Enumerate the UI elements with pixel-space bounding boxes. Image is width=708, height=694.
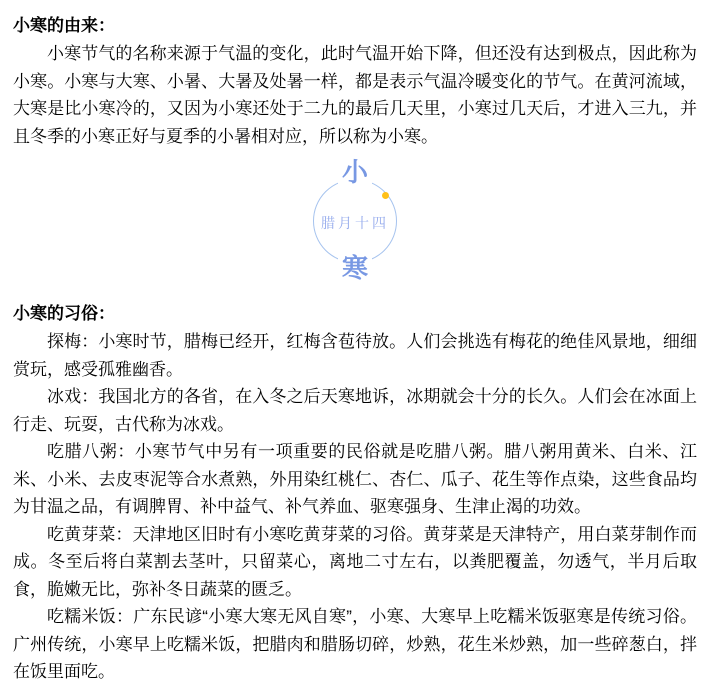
illustration-char-top: 小 <box>338 159 372 185</box>
paragraph-custom-ice-games: 冰戏：我国北方的各省，在入冬之后天寒地诉，冰期就会十分的长久。人们会在冰面上行走、玩耍，古代称为冰戏。 <box>13 387 697 434</box>
paragraph-custom-plum: 探梅：小寒时节，腊梅已经开，红梅含苞待放。人们会挑选有梅花的绝佳风景地，细细赏玩，感受孤雅幽香。 <box>13 332 697 379</box>
solar-term-illustration <box>13 150 697 300</box>
section-heading-customs: 小寒的习俗： <box>13 304 115 323</box>
illustration-char-bottom: 寒 <box>338 255 372 281</box>
paragraph-origin: 小寒节气的名称来源于气温的变化，此时气温开始下降，但还没有达到极点，因此称为小寒。小寒与大寒、小暑、大暑及处暑一样，都是表示气温冷暖变化的节气。在黄河流域，大寒是比小寒冷的，又因为小寒还处于二九的最后几天里，小寒过几天后，才进入三九，并且冬季的小寒正好与夏季的小暑相对应，所以称为小寒。 <box>13 44 697 146</box>
sun-dot-icon <box>382 192 389 199</box>
paragraph-custom-glutinous-rice: 吃糯米饭：广东民谚“小寒大寒无风自寒”，小寒、大寒早上吃糯米饭驱寒是传统习俗。广州传统，小寒早上吃糯米饭，把腊肉和腊肠切碎，炒熟，花生米炒熟，加一些碎葱白，拌在饭里面吃。 <box>13 607 697 681</box>
paragraph-custom-cabbage-sprouts: 吃黄芽菜：天津地区旧时有小寒吃黄芽菜的习俗。黄芽菜是天津特产，用白菜芽制作而成。冬至后将白菜割去茎叶，只留菜心，离地二寸左右，以粪肥覆盖，勿透气，半月后取食，脆嫩无比，弥补冬日蔬菜的匮乏。 <box>13 524 697 599</box>
illustration-date-label: 腊月十四 <box>317 215 393 232</box>
paragraph-custom-laba-porridge: 吃腊八粥：小寒节气中另有一项重要的民俗就是吃腊八粥。腊八粥用黄米、白米、江米、小米、去皮枣泥等合水煮熟，外用染红桃仁、杏仁、瓜子、花生等作点染，这些食品均为甘温之品，有调脾胃、补中益气、补气养血、驱寒强身、生津止渴的功效。 <box>13 442 697 516</box>
section-heading-origin: 小寒的由来： <box>13 16 115 35</box>
